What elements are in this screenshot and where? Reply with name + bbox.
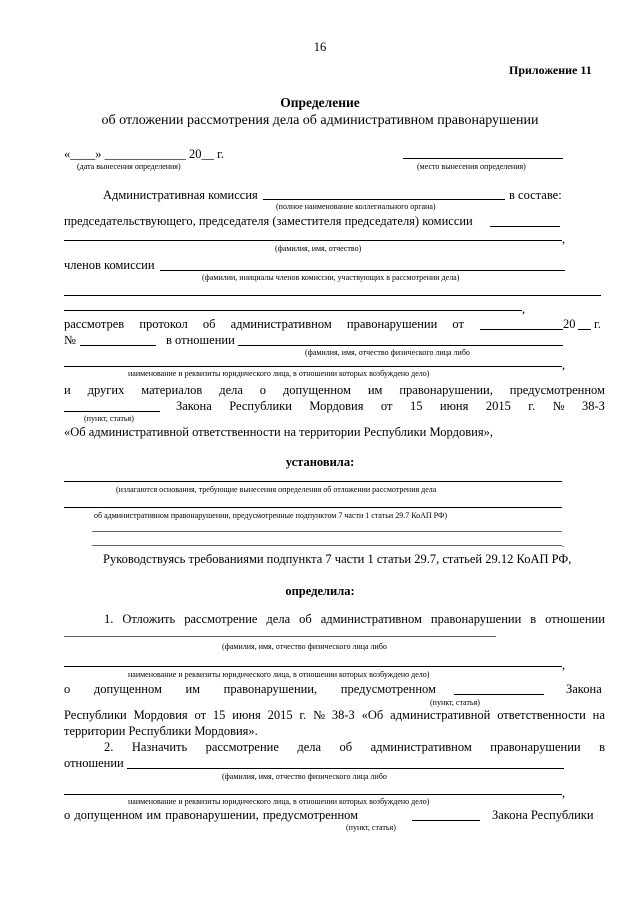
clause-caption: (пункт, статья): [430, 698, 480, 707]
item-1-legal-line: [64, 666, 562, 667]
word: Мордовия: [133, 708, 188, 722]
legal-caption: наименование и реквизиты юридического лица, в отношении которых возбуждено дело): [128, 670, 430, 679]
word: на: [592, 708, 605, 722]
year-suffix-line: [578, 329, 591, 330]
date-caption: (дата вынесения определения): [77, 162, 181, 171]
clause-caption: (пункт, статья): [84, 414, 134, 423]
word: Республики: [64, 708, 127, 722]
number-sign: №: [64, 333, 76, 347]
item-2-legal-line: [64, 794, 562, 795]
considered-line: [64, 317, 464, 331]
word: №: [552, 399, 565, 413]
word: Мордовия: [309, 399, 364, 413]
word: протокол: [139, 317, 188, 331]
word: июня: [439, 399, 469, 413]
commission-caption: (полное наименование коллегиального органа): [276, 202, 436, 211]
word: г.: [299, 708, 307, 722]
comma: ,: [562, 786, 566, 800]
date-line: «____» _____________ 20__ г.: [64, 147, 224, 161]
word: 38-З: [331, 708, 355, 722]
word: 2015: [267, 708, 293, 722]
word: №: [313, 708, 326, 722]
law-full-line: [64, 708, 605, 722]
members-line-2: [64, 295, 601, 296]
clause-caption: (пункт, статья): [346, 823, 396, 832]
word: ответственности: [497, 708, 586, 722]
clause-line: [64, 411, 160, 412]
word: дела: [266, 612, 291, 626]
word: от: [194, 708, 207, 722]
grounds-caption: (излагаются основания, требующие вынесения определения об отложении рассмотрения дела: [116, 485, 437, 494]
item-2-clause-line: [412, 820, 480, 821]
law-line: [176, 399, 605, 413]
word: в: [599, 740, 605, 754]
word: и: [64, 383, 71, 397]
place-field-line: [403, 158, 563, 159]
period: .: [562, 539, 565, 549]
grounds-caption-2: об административном правонарушении, предусмотренные подпунктом 7 части 1 статьи 29.7 КоАП РФ): [94, 511, 447, 520]
word: Назначить: [131, 740, 188, 754]
word: административном: [370, 740, 472, 754]
document-subtitle: об отложении рассмотрения дела об административном правонарушении: [101, 113, 539, 128]
item-2-about-line: о допущенном им правонарушении, предусмотренном: [64, 808, 359, 822]
item-1-about-line: [64, 682, 436, 696]
word: им: [367, 383, 383, 397]
person-caption: (фамилия, имя, отчество физического лица либо: [222, 642, 387, 651]
word: административном: [230, 317, 332, 331]
word: о: [259, 383, 267, 397]
law-title-line: «Об административной ответственности на территории Республики Мордовия»,: [64, 425, 493, 439]
item-1-person-line: [64, 636, 496, 637]
item-2-tail: Закона Республики: [492, 808, 594, 822]
word: отношении: [545, 612, 605, 626]
word: г.: [528, 399, 536, 413]
item-1-clause-line: [454, 694, 544, 695]
members-label: членов комиссии: [64, 258, 155, 272]
word: об: [339, 740, 353, 754]
chair-field-line: [490, 226, 560, 227]
comma: ,: [562, 232, 566, 246]
word: в: [530, 612, 537, 626]
members-field-line: [160, 270, 565, 271]
law-word: Закона: [566, 682, 602, 696]
word: дела: [219, 383, 243, 397]
word: от: [380, 399, 393, 413]
grounds-line-2: [64, 507, 562, 508]
chair-line: председательствующего, председателя (заместителя председателя) комиссии: [64, 214, 473, 228]
commission-suffix: в составе:: [509, 188, 562, 202]
comma: ,: [522, 302, 526, 316]
year-prefix: 20: [563, 317, 576, 331]
word: правонарушении: [346, 317, 438, 331]
word: дела: [297, 740, 322, 754]
word: Закона: [176, 399, 212, 413]
word: им: [185, 682, 201, 696]
word: предусмотренном: [340, 682, 436, 696]
legal-caption: наименование и реквизиты юридического лица, в отношении которых возбуждено дело): [128, 797, 430, 806]
legal-caption: наименование и реквизиты юридического лица, в отношении которых возбуждено дело): [128, 369, 430, 378]
commission-name-line: [263, 199, 505, 200]
word: правонарушении: [430, 612, 522, 626]
word: июня: [232, 708, 261, 722]
word: других: [87, 383, 125, 397]
word: административном: [320, 612, 422, 626]
item-2-line: [104, 740, 605, 754]
word: 2015: [485, 399, 511, 413]
other-materials-line: [64, 383, 605, 397]
item-1-line: [104, 612, 605, 626]
regarding-line: [238, 345, 563, 346]
year-suffix: г.: [594, 317, 601, 331]
word: «Об: [361, 708, 384, 722]
word: о: [64, 682, 71, 696]
established-heading: установила:: [285, 455, 355, 469]
person-caption: (фамилия, имя, отчество физического лица либо: [305, 348, 470, 357]
fio-caption: (фамилия, имя, отчество): [275, 244, 362, 253]
protocol-number-line: [80, 345, 156, 346]
word: об: [202, 317, 216, 331]
word: допущенном: [93, 682, 162, 696]
word: Республики: [229, 399, 292, 413]
word: правонарушении,: [399, 383, 493, 397]
word: материалов: [141, 383, 203, 397]
guided-by: Руководствуясь требованиями подпункта 7 части 1 статьи 29.7, статьей 29.12 КоАП РФ,: [103, 552, 572, 566]
item-2-person-line: [127, 768, 564, 769]
appendix-label: Приложение 11: [509, 63, 592, 77]
person-caption: (фамилия, имя, отчество физического лица либо: [222, 772, 387, 781]
word: административной: [390, 708, 491, 722]
chair-fio-line: [64, 240, 562, 241]
word: 38-З: [581, 399, 605, 413]
members-line-3: [64, 310, 522, 311]
word: рассмотрение: [205, 740, 279, 754]
word: предусмотренном: [509, 383, 605, 397]
word: 2.: [104, 740, 114, 754]
word: 15: [212, 708, 226, 722]
word: Отложить: [122, 612, 176, 626]
word: 1.: [104, 612, 114, 626]
document-title: Определение: [280, 95, 360, 110]
place-caption: (место вынесения определения): [417, 162, 526, 171]
comma: ,: [562, 358, 566, 372]
legal-entity-line: [64, 366, 562, 367]
word: рассмотрев: [64, 317, 125, 331]
grounds-line-4: [92, 545, 562, 546]
word: от: [452, 317, 464, 331]
word: допущенном: [282, 383, 351, 397]
law-full-line-2: территории Республики Мордовия».: [64, 724, 258, 738]
word: правонарушении,: [223, 682, 318, 696]
protocol-date-line: [480, 329, 563, 330]
commission-label: Административная комиссия: [103, 188, 258, 202]
regarding-label: в отношении: [166, 333, 235, 347]
determined-heading: определила:: [285, 584, 355, 598]
word: правонарушении: [490, 740, 581, 754]
word: рассмотрение: [184, 612, 258, 626]
members-caption: (фамилии, инициалы членов комиссии, участвующих в рассмотрении дела): [202, 273, 460, 282]
word: об: [299, 612, 312, 626]
item-2-regarding: отношении: [64, 756, 124, 770]
grounds-line-1: [64, 481, 562, 482]
grounds-line-3: [92, 531, 562, 532]
page-number: 16: [313, 40, 327, 54]
comma: ,: [562, 658, 566, 672]
word: 15: [409, 399, 423, 413]
